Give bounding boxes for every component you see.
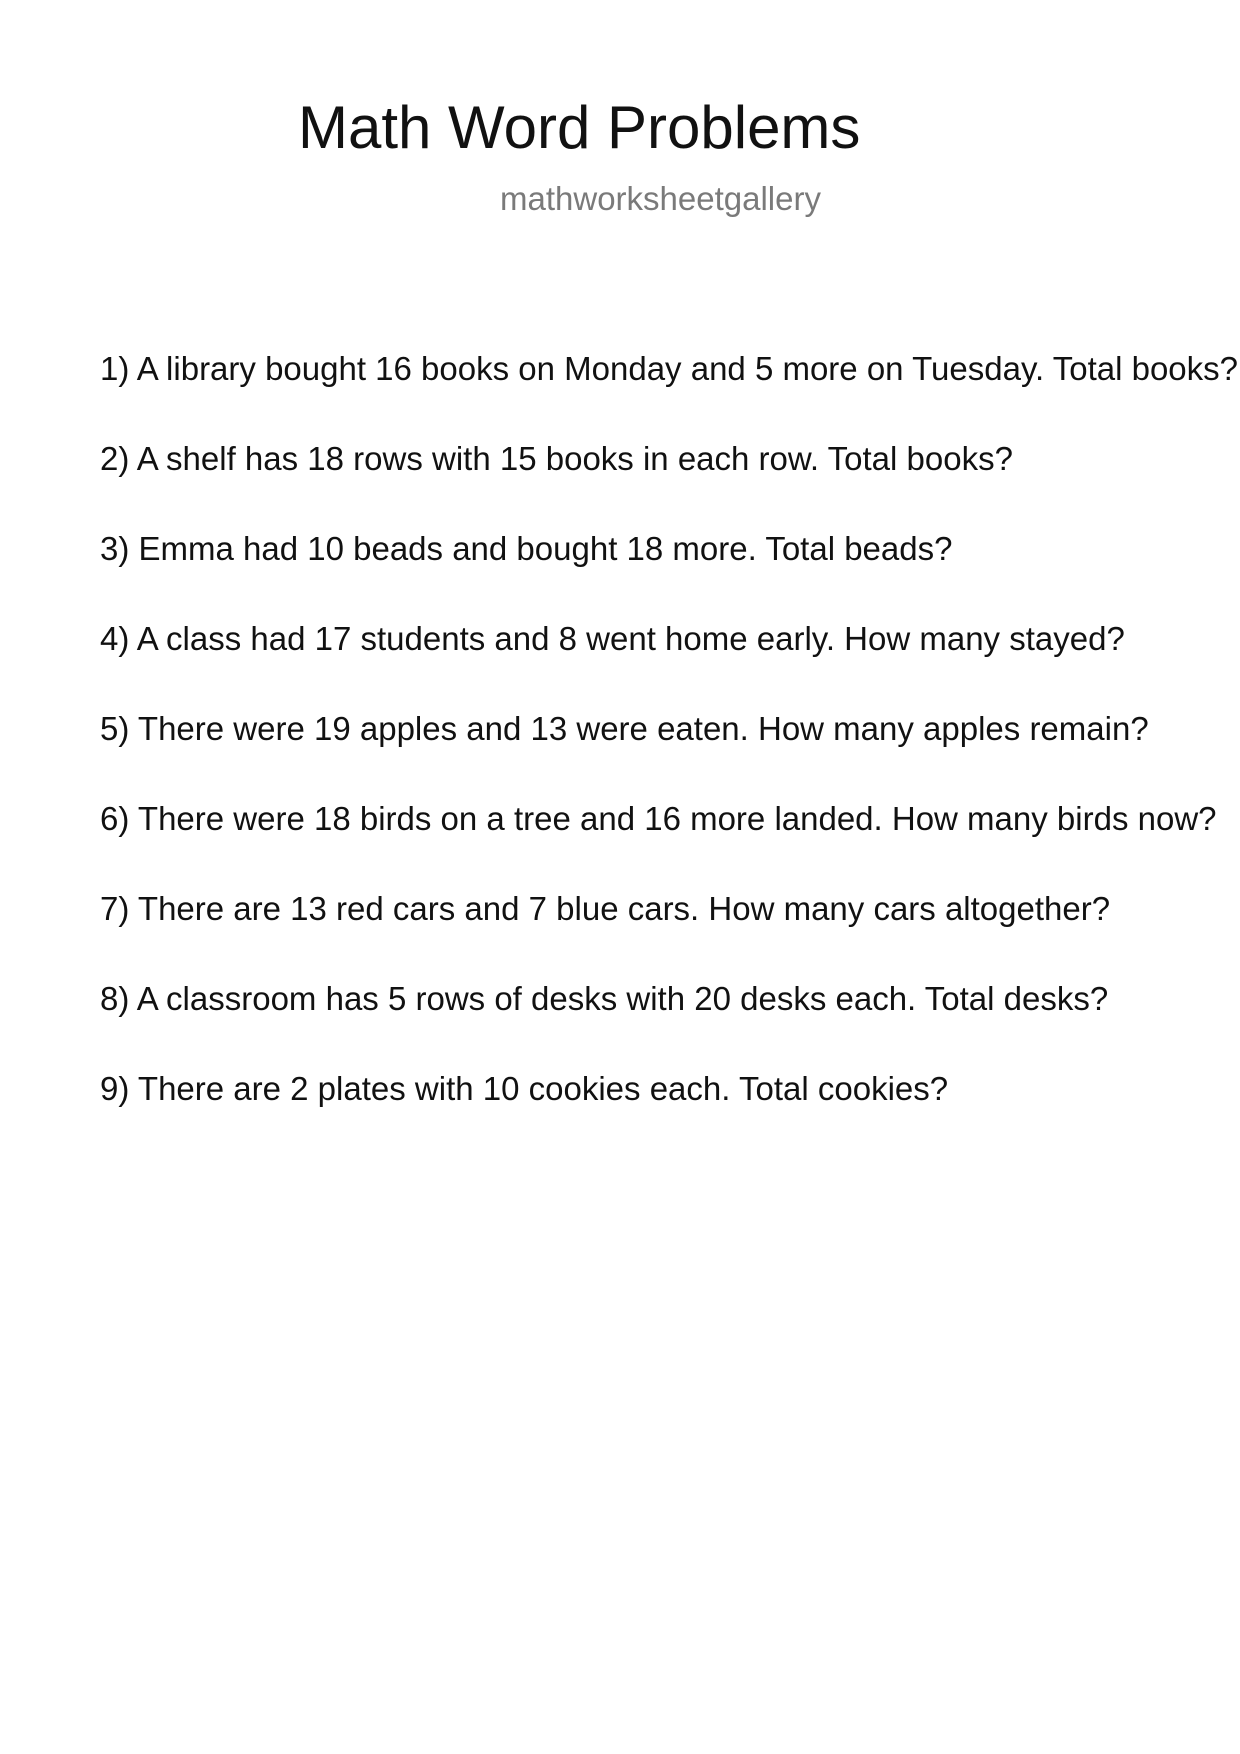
- problem-item-2: 2) A shelf has 18 rows with 15 books in each row. Total books?: [100, 440, 1013, 477]
- problem-list: [100, 348, 1238, 1158]
- problem-item-4: 4) A class had 17 students and 8 went home early. How many stayed?: [100, 620, 1125, 657]
- problem-item-6: 6) There were 18 birds on a tree and 16 more landed. How many birds now?: [100, 800, 1217, 837]
- problem-item-1: 1) A library bought 16 books on Monday and 5 more on Tuesday. Total books?: [100, 350, 1239, 387]
- problem-item-3: 3) Emma had 10 beads and bought 18 more. Total beads?: [100, 530, 953, 567]
- problem-item-7: 7) There are 13 red cars and 7 blue cars. How many cars altogether?: [100, 890, 1111, 927]
- problem-item-5: 5) There were 19 apples and 13 were eaten. How many apples remain?: [100, 710, 1149, 747]
- page-title: Math Word Problems: [298, 94, 861, 161]
- problem-item-8: 8) A classroom has 5 rows of desks with 20 desks each. Total desks?: [100, 980, 1109, 1017]
- page-subtitle: mathworksheetgallery: [500, 180, 821, 217]
- problem-item-9: 9) There are 2 plates with 10 cookies each. Total cookies?: [100, 1070, 949, 1107]
